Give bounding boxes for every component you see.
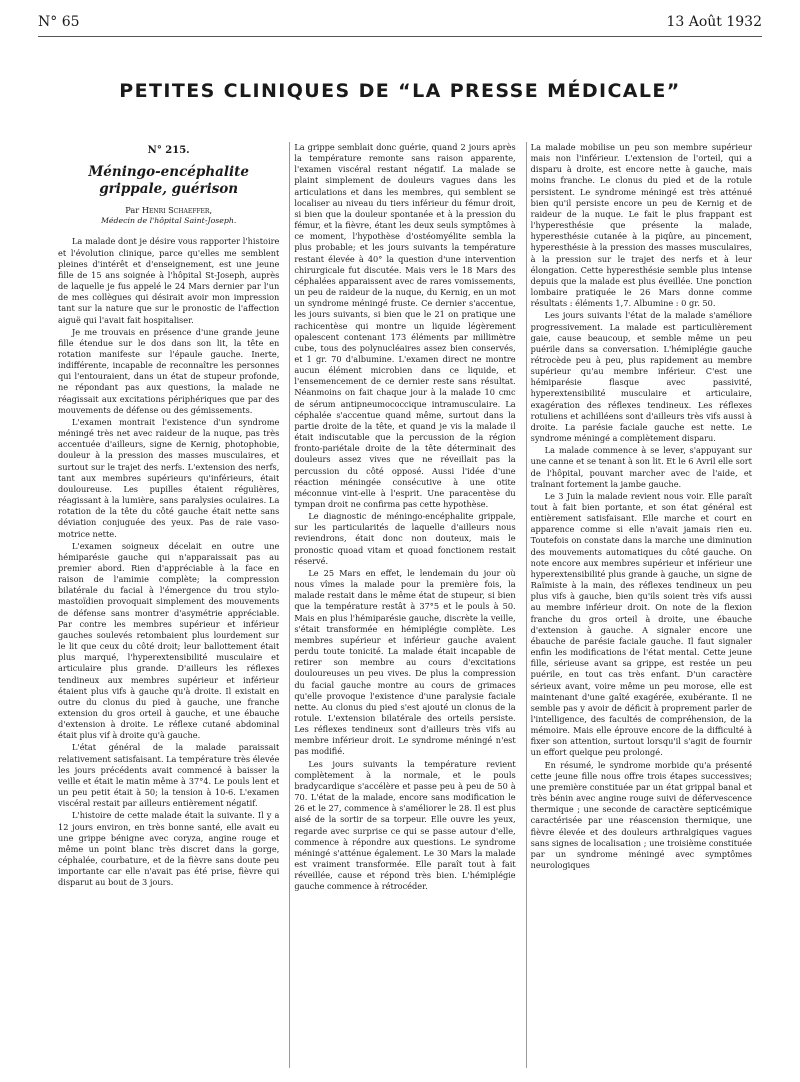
author-name: Henri Schaeffer, xyxy=(141,204,213,215)
column-3 xyxy=(526,142,752,1068)
byline xyxy=(58,205,279,216)
header-rule xyxy=(38,36,762,37)
section-title: PETITES CLINIQUES DE “LA PRESSE MÉDICALE” xyxy=(119,80,681,102)
paragraph: La malade mobilise un peu son membre supérieur mais non l'inférieur. L'extension de l'orteil, qui a disparu à droite, est encore nette à gauche, mais moins franche. Le clonus du pied et de la rotule persistent. Le syndrome méningé est très atténué bien qu'il persiste encore un peu de Kernig et de raideur de la nuque. Le fait le plus frappant est l'hyperesthésie que présente la malade, hyperesthésie cutanée à la piqûre, au pincement, hyperesthésie à la pression des masses musculaires, à la pression sur le trajet des nerfs et à leur élongation. Cette hyperesthésie semble plus intense depuis que la malade est plus éveillée. Une ponction lombaire pratiquée le 26 Mars donne comme résultats : éléments 1,7. Albumine : 0 gr. 50. xyxy=(530,142,752,309)
author-affiliation: Médecin de l'hôpital Saint-Joseph. xyxy=(100,215,237,225)
paragraph: L'état général de la malade paraissait relativement satisfaisant. La température très élevée les jours précédents avait commencé à baisser la veille et était le matin même à 37°4. Le pouls lent et un peu petit était à 50; la tension à 10-6. L'examen viscéral restait par ailleurs entièrement négatif. xyxy=(58,742,280,809)
paragraph: La malade dont je désire vous rapporter l'histoire et l'évolution clinique, parce qu'elles me semblent pleines d'intérêt et d'enseignement, est une jeune fille de 15 ans soignée à l'hôpital St-Joseph, auprès de laquelle je fus appelé le 24 Mars dernier par l'un de mes collègues qui désirait avoir mon impression tant sur la nature que sur le pronostic de l'affection aiguë qui l'avait fait hospitaliser. xyxy=(58,236,280,325)
issue-date: 13 Août 1932 xyxy=(666,14,762,30)
paragraph: L'examen soigneux décelait en outre une hémiparésie gauche qui n'apparaissait pas au premier abord. Rien d'appréciable à la face en raison de l'amimie complète; la compression bilatérale du facial à l'émergence du trou stylo-mastoïdien provoquait simplement des mouvements de défense sans montrer d'asymétrie appréciable. Par contre les membres supérieur et inférieur gauches soulevés retombaient plus lourdement sur le lit que ceux du côté droit; leur ballottement était plus marqué, l'hyperextensibilité musculaire et articulaire plus grande. D'ailleurs les réflexes tendineux aux membres supérieur et inférieur étaient plus vifs à gauche qu'à droite. Il existait en outre du clonus du pied à gauche, une franche extension du gros orteil à gauche, et une ébauche d'extension à droite. Le réflexe cutané abdominal était plus vif à droite qu'à gauche. xyxy=(58,540,280,741)
column-1 xyxy=(58,142,279,1068)
paragraph: Le diagnostic de méningo-encéphalite grippale, sur les particularités de laquelle d'ailleurs nous reviendrons, était donc non douteux, mais le pronostic quoad vitam et quoad fonctionem restait réservé. xyxy=(294,511,516,566)
paragraph: La grippe semblait donc guérie, quand 2 jours après la température remonte sans raison apparente, l'examen viscéral restant négatif. La malade se plaint simplement de douleurs vagues dans les articulations et dans les membres, qui semblent se localiser au niveau du tiers inférieur du fémur droit, si bien que la douleur spontanée et à la pression du fémur, et la fièvre, étant les deux seuls symptômes à ce moment, l'hypothèse d'ostéomyélite sembla la plus probable; et les jours suivants la température restant élevée à 40° la question d'une intervention chirurgicale fut discutée. Mais vers le 18 Mars des céphalées apparaissent avec de rares vomissements, un peu de raideur de la nuque, du Kernig, en un mot un syndrome méningé fruste. Ce dernier s'accentue, les jours suivants, si bien que le 21 on pratique une rachicentèse qui montre un liquide légèrement opalescent contenant 173 éléments par millimètre cube, tous des polynucléaires assez bien conservés, et 1 gr. 70 d'albumine. L'examen direct ne montre aucun élément microbien dans ce liquide, et l'ensemencement de ce dernier reste sans résultat. Néanmoins on fait chaque jour à la malade 10 cmc de sérum antipneumococcique intramusculaire. La céphalée s'accentue quand même, surtout dans la partie droite de la tête, et quand je vis la malade il était indiscutable que la percussion de la région fronto-pariétale droite de la tête déterminait des douleurs assez vives que ne réveillait pas la percussion du côté opposé. Aussi l'idée d'une réaction méningée consécutive à une otite méconnue vint-elle à l'esprit. Une paracentèse du tympan droit ne confirma pas cette hypothèse. xyxy=(294,142,516,509)
page-number: N° 65 xyxy=(38,14,80,30)
paragraph: Je me trouvais en présence d'une grande jeune fille étendue sur le dos dans son lit, la tête en rotation manifeste sur l'épaule gauche. Inerte, indifférente, incapable de reconnaître les personnes qui l'entouraient, dans un état de stupeur profonde, ne répondant pas aux questions, la malade ne réagissait aux excitations périphériques que par des mouvements de défense ou des gémissements. xyxy=(58,326,280,415)
column-2 xyxy=(289,142,515,1068)
paragraph: Le 3 Juin la malade revient nous voir. Elle paraît tout à fait bien portante, et son état général est entièrement satisfaisant. Elle marche et court en apparence comme si elle n'avait jamais rien eu. Toutefois on constate dans la marche une diminution des mouvements automatiques du côté gauche. On note encore aux membres supérieur et inférieur une hyperextensibilité plus grande à gauche, un signe de Raïmiste à la main, des réflexes tendineux un peu plus vifs à gauche, bien qu'ils soient très vifs aussi au membre inférieur droit. On note de la flexion franche du gros orteil à droite, une ébauche d'extension à gauche. A signaler encore une ébauche de parésie faciale gauche. Il faut signaler enfin les modifications de l'état mental. Cette jeune fille, sérieuse avant sa grippe, est restée un peu puérile, en tout cas très enfant. D'un caractère sérieux avant, voire même un peu morose, elle est maintenant d'une gaîté exagérée, exubérante. Il ne semble pas y avoir de déficit à proprement parler de l'intelligence, des facultés de compréhension, de la mémoire. Mais elle éprouve encore de la difficulté à fixer son attention, surtout lorsqu'il s'agit de fournir un effort quelque peu prolongé. xyxy=(530,490,752,758)
paragraph: En résumé, le syndrome morbide qu'a présenté cette jeune fille nous offre trois étapes successives; une première constituée par un état grippal banal et très bénin avec angine rouge suivi de défervescence thermique ; une seconde de caractère septicémique caractérisée par une réascension thermique, une fièvre élevée et des douleurs arthralgiques vagues sans signes de localisation ; une troisième constituée par un syndrome méningé avec symptômes neurologiques xyxy=(530,759,752,870)
paragraph: La malade commence à se lever, s'appuyant sur une canne et se tenant à son lit. Et le 6 Avril elle sort de l'hôpital, pouvant marcher avec de l'aide, et traînant fortement la jambe gauche. xyxy=(530,445,752,489)
article-body xyxy=(58,142,752,1068)
paragraph: L'examen montrait l'existence d'un syndrome méningé très net avec raideur de la nuque, pas très accentuée d'ailleurs, signe de Kernig, photophobie, douleur à la pression des masses musculaires, et surtout sur le trajet des nerfs. L'extension des nerfs, tant aux membres supérieurs qu'inférieurs, était douloureuse. Les pupilles étaient régulières, réagissant à la lumière, sans paralysies oculaires. La rotation de la tête du côté gauche était nette sans déviation conjuguée des yeux. Pas de raie vaso-motrice nette. xyxy=(58,416,280,539)
article-title: Méningo-encéphalite grippale, guérison xyxy=(88,163,249,198)
paragraph: L'histoire de cette malade était la suivante. Il y a 12 jours environ, en très bonne santé, elle avait eu une grippe bénigne avec coryza, angine rouge et même un point blanc très discret dans la gorge, céphalée, courbature, et de la fièvre sans doute peu importante car elle n'avait pas été prise, fièvre qui disparut au bout de 3 jours. xyxy=(58,810,280,888)
paragraph: Les jours suivants l'état de la malade s'améliore progressivement. La malade est particulièrement gaie, cause beaucoup, et semble même un peu puérile dans sa conversation. L'hémiplégie gauche rétrocède peu à peu, plus rapidement au membre supérieur qu'au membre inférieur. C'est une hémiparésie flasque avec passivité, hyperextensibilité musculaire et articulaire, exagération des réflexes tendineux. Les réflexes rotuliens et achilléens sont d'ailleurs très vifs aussi à droite. La parésie faciale gauche est nette. Le syndrome méningé a complètement disparu. xyxy=(530,310,752,444)
paragraph: Le 25 Mars en effet, le lendemain du jour où nous vîmes la malade pour la première fois, la malade restait dans le même état de stupeur, si bien que la température restât à 37°5 et le pouls à 50. Mais en plus l'hémiparésie gauche, discrète la veille, s'était transformée en hémiplégie complète. Les membres supérieur et inférieur gauche avaient perdu toute tonicité. La malade était incapable de retirer son membre au cours d'excitations douloureuses un peu vives. De plus la compression du facial gauche montre au cours de grimaces qu'elle provoque l'existence d'une paralysie faciale nette. Au clonus du pied s'est ajouté un clonus de la rotule. L'extension bilatérale des orteils persiste. Les réflexes tendineux sont d'ailleurs très vifs au membre inférieur droit. Le syndrome méningé n'est pas modifié. xyxy=(294,567,516,757)
paragraph: Les jours suivants la température revient complètement à la normale, et le pouls bradycardique s'accélère et passe peu à peu de 50 à 70. L'état de la malade, encore sans modification le 26 et le 27, commence à s'améliorer le 28. Il est plus aisé de la sortir de sa torpeur. Elle ouvre les yeux, regarde avec surprise ce qui se passe autour d'elle, commence à répondre aux questions. Le syndrome méningé s'atténue également. Le 30 Mars la malade est vraiment transformée. Elle paraît tout à fait réveillée, cause et répond très bien. L'hémiplégie gauche commence à rétrocéder. xyxy=(294,758,516,892)
article-number: N° 215. xyxy=(147,145,190,156)
byline-prefix: Par xyxy=(125,204,140,215)
